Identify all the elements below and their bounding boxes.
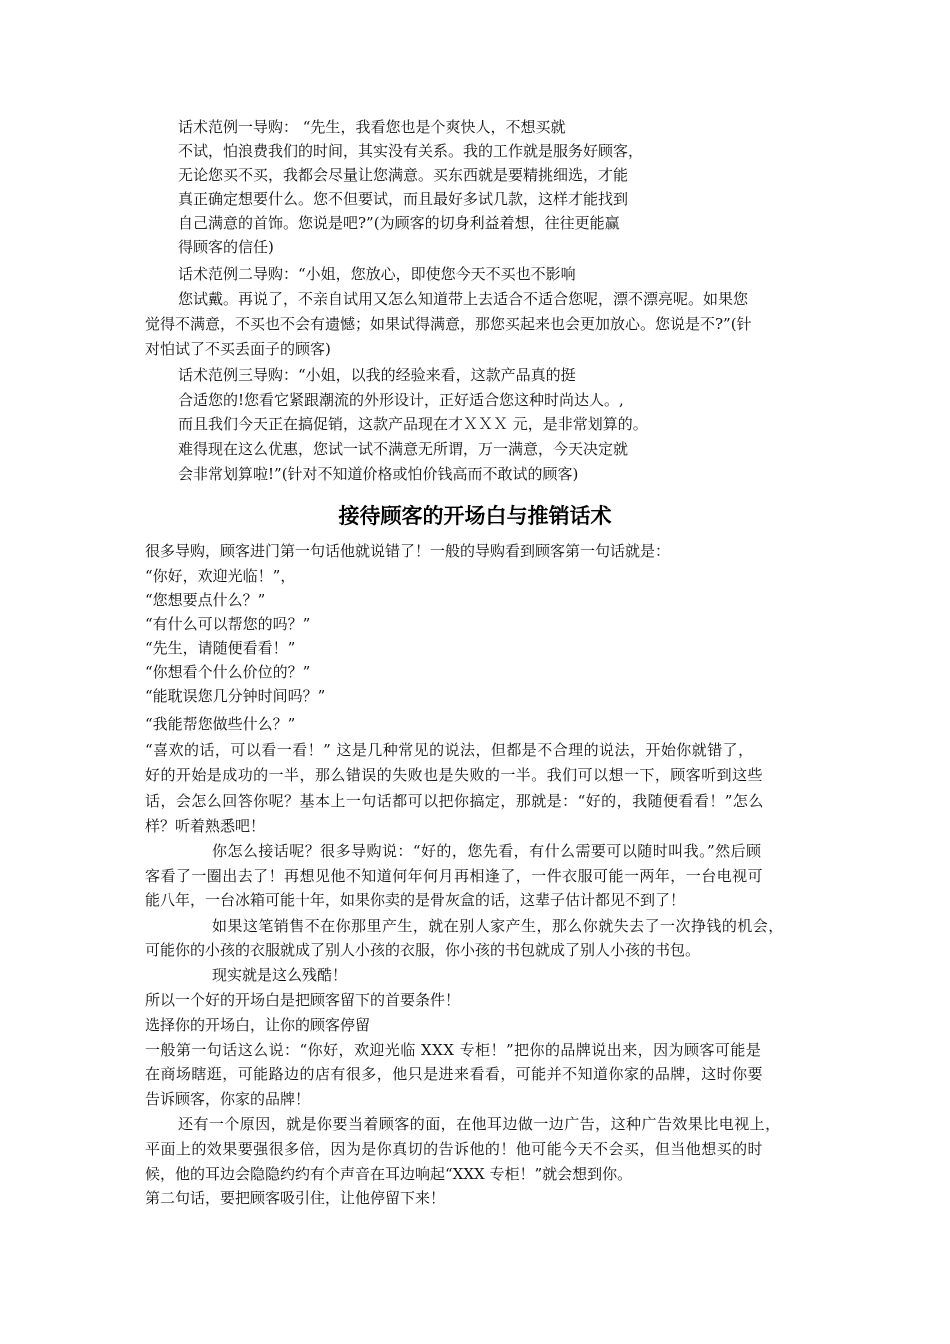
body-line: 能八年，一台冰箱可能十年，如果你卖的是骨灰盒的话，这辈子估计都见不到了！	[145, 891, 686, 909]
script-example-3-line-5: 会非常划算啦!”(针对不知道价格或怕价钱高而不敢试的顾客)	[178, 465, 579, 483]
script-example-2-line-1: 话术范例二导购：“小姐，您放心，即使您今天不买也不影响	[178, 265, 576, 283]
body-line: 样？听着熟悉吧！	[145, 817, 266, 835]
script-example-2-line-2: 您试戴。再说了，不亲自试用又怎么知道带上去适合不适合您呢，漂不漂亮呢。如果您	[178, 290, 749, 308]
greeting-example: “你好，欢迎光临！”，	[145, 567, 296, 585]
page-title: 接待顾客的开场白与推销话术	[338, 504, 612, 528]
body-line: 告诉顾客，你家的品牌！	[145, 1090, 311, 1108]
greeting-example: “我能帮您做些什么？”	[145, 715, 296, 733]
body-line: “喜欢的话，可以看一看！” 这是几种常见的说法，但都是不合理的说法，开始你就错了，	[145, 741, 754, 759]
greeting-example: “您想要点什么？”	[145, 591, 266, 609]
body-line: 候，他的耳边会隐隐约约有个声音在耳边响起“XXX 专柜！”就会想到你。	[145, 1165, 633, 1183]
body-line: 好的开始是成功的一半，那么错误的失败也是失败的一半。我们可以想一下，顾客听到这些	[145, 766, 764, 784]
body-line: 如果这笔销售不在你那里产生，就在别人家产生，那么你就失去了一次挣钱的机会，	[212, 917, 784, 935]
body-line: 你怎么接话呢？很多导购说：“好的，您先看，有什么需要可以随时叫我。”然后顾	[212, 842, 762, 860]
body-line: 选择你的开场白，让你的顾客停留	[145, 1016, 371, 1034]
script-example-1-line-2: 不试，怕浪费我们的时间，其实没有关系。我的工作就是服务好顾客，	[178, 142, 644, 160]
body-line: 可能你的小孩的衣服就成了别人小孩的衣服，你小孩的书包就成了别人小孩的书包。	[145, 941, 701, 959]
body-line: 还有一个原因，就是你要当着顾客的面，在他耳边做一边广告，这种广告效果比电视上，	[178, 1115, 781, 1133]
script-example-3-line-4: 难得现在这么优惠，您试一试不满意无所谓，万一满意，今天决定就	[178, 440, 629, 458]
greeting-example: “能耽误您几分钟时间吗？”	[145, 687, 326, 705]
body-line: 所以一个好的开场白是把顾客留下的首要条件！	[145, 991, 461, 1009]
body-line: 平面上的效果要强很多倍，因为是你真切的告诉他的！他可能今天不会买，但当他想买的时	[145, 1140, 764, 1158]
script-example-3-line-1: 话术范例三导购：“小姐，以我的经验来看，这款产品真的挺	[178, 366, 576, 384]
script-example-1-line-1: 话术范例一导购： “先生，我看您也是个爽快人，不想买就	[178, 118, 566, 136]
body-line: 第二句话，要把顾客吸引住，让他停留下来！	[145, 1189, 446, 1207]
body-line: 很多导购，顾客进门第一句话他就说错了！一般的导购看到顾客第一句话就是：	[145, 542, 671, 560]
greeting-example: “有什么可以帮您的吗？”	[145, 615, 311, 633]
script-example-1-line-6: 得顾客的信任)	[178, 238, 274, 256]
greeting-example: “先生，请随便看看！”	[145, 639, 296, 657]
script-example-2-line-3: 觉得不满意，不买也不会有遗憾；如果试得满意，那您买起来也会更加放心。您说是不?”(针	[145, 315, 752, 333]
script-example-1-line-4: 真正确定想要什么。您不但要试，而且最好多试几款，这样才能找到	[178, 190, 629, 208]
body-line: 话，会怎么回答你呢？基本上一句话都可以把你搞定，那就是：“好的，我随便看看！”怎么	[145, 792, 764, 810]
script-example-2-line-4: 对怕试了不买丢面子的顾客)	[145, 340, 331, 358]
body-line: 客看了一圈出去了！再想见他不知道何年何月再相逢了，一件衣服可能一两年，一台电视可	[145, 867, 764, 885]
body-line: 一般第一句话这么说：“你好，欢迎光临 XXX 专柜！”把你的品牌说出来，因为顾客可能是	[145, 1041, 762, 1059]
script-example-1-line-3: 无论您买不买，我都会尽量让您满意。买东西就是要精挑细选，才能	[178, 166, 629, 184]
script-example-3-line-3: 而且我们今天正在搞促销，这款产品现在才ＸＸＸ 元，是非常划算的。	[178, 415, 648, 433]
body-line: 现实就是这么残酷！	[212, 966, 348, 984]
script-example-3-line-2: 合适您的!您看它紧跟潮流的外形设计，正好适合您这种时尚达人。,	[178, 391, 624, 409]
body-line: 在商场瞎逛，可能路边的店有很多，他只是进来看看，可能并不知道你家的品牌，这时你要	[145, 1065, 764, 1083]
greeting-example: “你想看个什么价位的？”	[145, 663, 311, 681]
script-example-1-line-5: 自己满意的首饰。您说是吧?”(为顾客的切身利益着想，往往更能赢	[178, 214, 620, 232]
